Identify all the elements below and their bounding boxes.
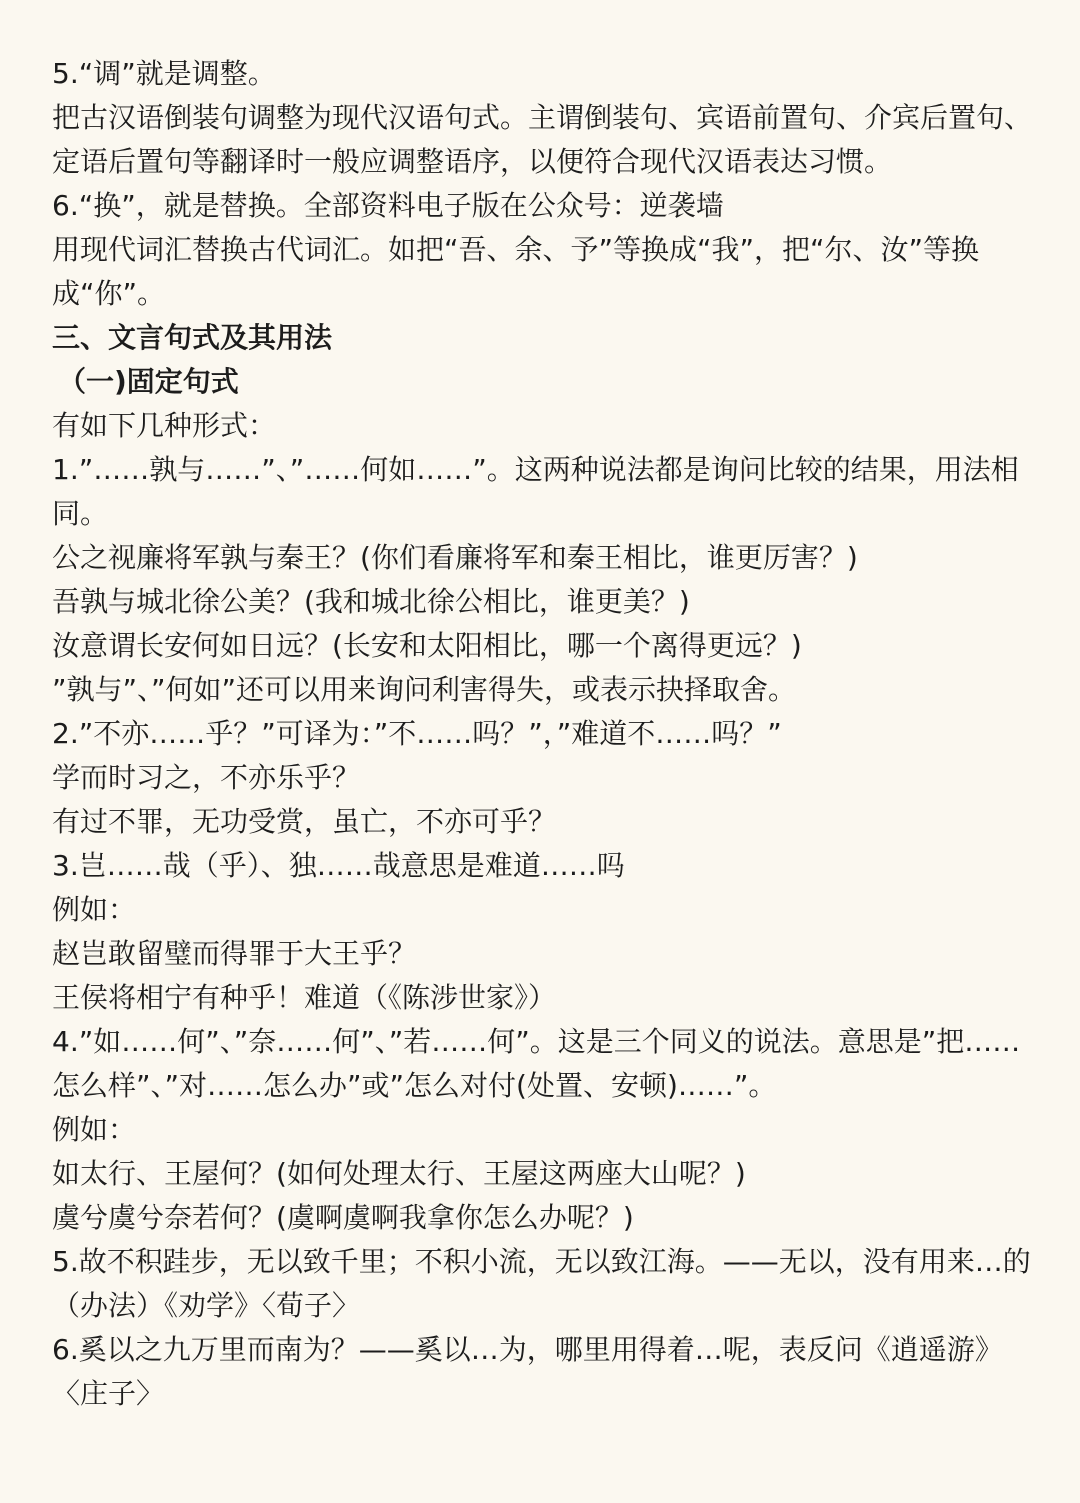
example-line: 有过不罪，无功受赏，虽亡，不亦可乎？ — [52, 805, 557, 838]
paragraph: ”孰与”、”何如”还可以用来询问利害得失，或表示抉择取舍。 — [52, 673, 797, 706]
list-item: 3.岂……哉（乎）、独……哉意思是难道……吗 — [52, 849, 625, 882]
example-line: 如太行、王屋何？(如何处理太行、王屋这两座大山呢？) — [52, 1157, 746, 1190]
example-line: 赵岂敢留璧而得罪于大王乎？ — [52, 937, 417, 970]
paragraph: 把古汉语倒装句调整为现代汉语句式。主谓倒装句、宾语前置句、介宾后置句、定语后置句等翻译时一般应调整语序，以便符合现代汉语表达习惯。 — [52, 101, 1033, 178]
section-6-title: 6.“换”，就是替换。全部资料电子版在公众号：逆袭墙 — [52, 189, 724, 222]
list-item: 4.”如……何”、”奈……何”、”若……何”。这是三个同义的说法。意思是”把……怎么样”、”对……怎么办”或”怎么对付(处置、安顿)……”。 — [52, 1025, 1021, 1102]
example-line: 公之视廉将军孰与秦王？(你们看廉将军和秦王相比，谁更厉害？) — [52, 541, 858, 574]
list-item: 1.”……孰与……”、”……何如……”。这两种说法都是询问比较的结果，用法相同。 — [52, 453, 1019, 530]
document-page — [52, 52, 1032, 1416]
sub-heading: （一)固定句式 — [58, 365, 239, 398]
example-label: 例如： — [52, 893, 137, 926]
paragraph: 用现代词汇替换古代词汇。如把“吾、余、予”等换成“我”，把“尔、汝”等换成“你”。 — [52, 233, 980, 310]
example-line: 汝意谓长安何如日远？(长安和太阳相比，哪一个离得更远？) — [52, 629, 802, 662]
list-item: 5.故不积跬步，无以致千里；不积小流，无以致江海。——无以，没有用来…的（办法）《劝学》〈荀子〉 — [52, 1245, 1031, 1322]
example-line: 王侯将相宁有种乎！难道（《陈涉世家》） — [52, 981, 557, 1014]
example-line: 虞兮虞兮奈若何？(虞啊虞啊我拿你怎么办呢？) — [52, 1201, 634, 1234]
chapter-heading: 三、文言句式及其用法 — [52, 321, 333, 354]
example-line: 学而时习之，不亦乐乎？ — [52, 761, 361, 794]
paragraph: 有如下几种形式： — [52, 409, 277, 442]
section-5-title: 5.“调”就是调整。 — [52, 57, 276, 90]
example-line: 吾孰与城北徐公美？(我和城北徐公相比，谁更美？) — [52, 585, 690, 618]
list-item: 2.”不亦……乎？”可译为：”不……吗？”，”难道不……吗？” — [52, 717, 782, 750]
list-item: 6.奚以之九万里而南为？——奚以…为，哪里用得着…呢，表反问《逍遥游》〈庄子〉 — [52, 1333, 1003, 1410]
example-label: 例如： — [52, 1113, 137, 1146]
